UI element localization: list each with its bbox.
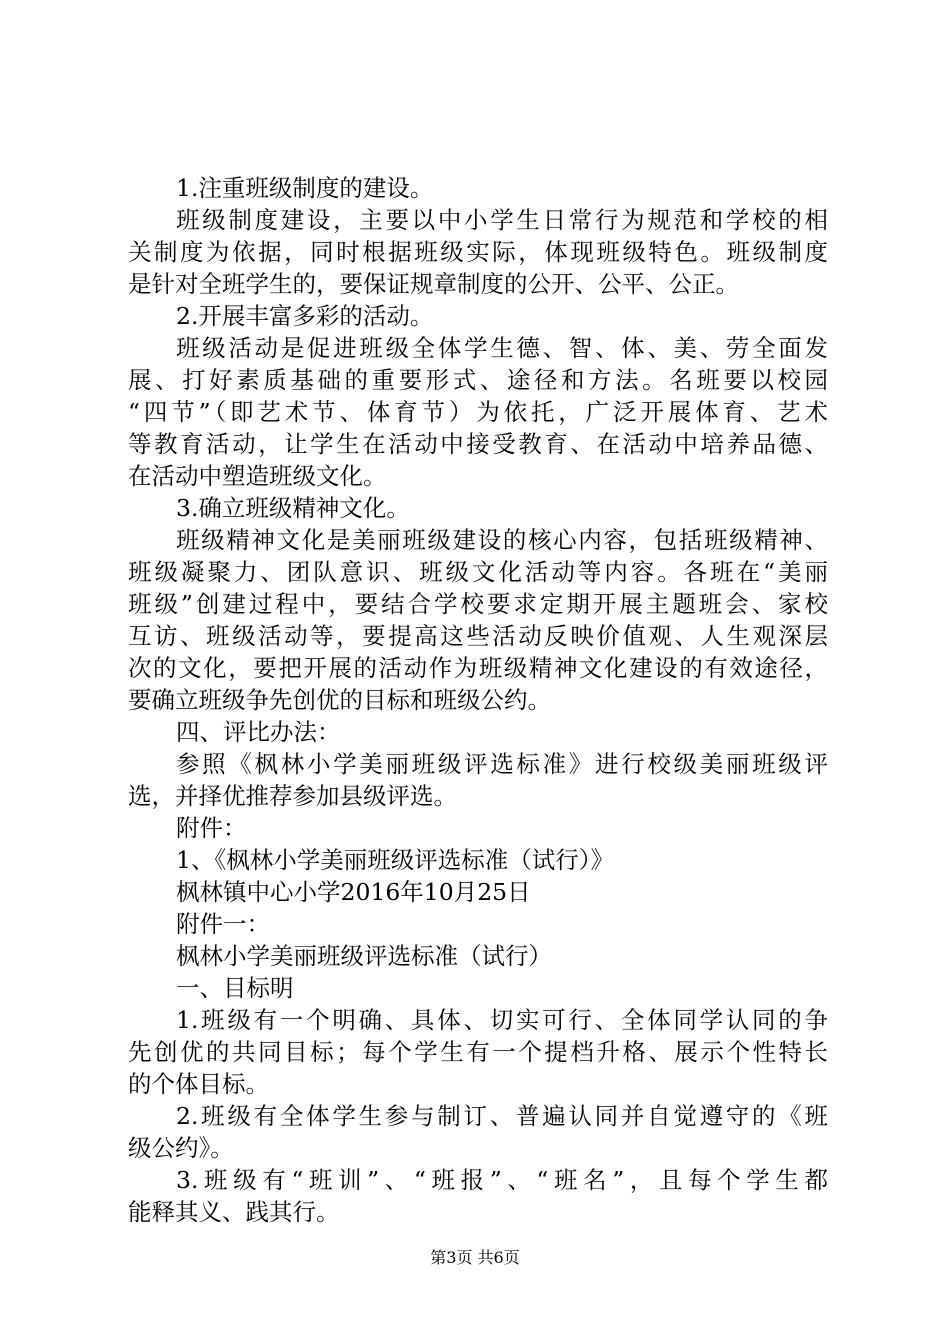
- paragraph-line: 选，并择优推荐参加县级评选。: [128, 782, 457, 810]
- paragraph-line: 附件一：: [176, 910, 270, 938]
- paragraph-line: 枫林小学美丽班级评选标准（试行）: [176, 942, 552, 970]
- paragraph-line: 班级凝聚力、团队意识、班级文化活动等内容。各班在“美丽: [128, 558, 828, 586]
- paragraph-line: 枫林镇中心小学2016年10月25日: [176, 878, 531, 906]
- paragraph-line: 班级制度建设，主要以中小学生日常行为规范和学校的相: [176, 206, 828, 234]
- paragraph-line: 在活动中塑造班级文化。: [128, 462, 387, 490]
- paragraph-line: 3.确立班级精神文化。: [176, 494, 410, 522]
- paragraph-line: 的个体目标。: [128, 1070, 269, 1098]
- paragraph-line: 是针对全班学生的，要保证规章制度的公开、公平、公正。: [128, 270, 739, 298]
- paragraph-line: 能释其义、践其行。: [128, 1198, 340, 1226]
- paragraph-line: “四节”（即艺术节、体育节）为依托，广泛开展体育、艺术: [128, 398, 828, 426]
- page-footer: 第3页 共6页: [430, 1248, 520, 1267]
- document-body: [128, 172, 828, 1228]
- paragraph-line: 关制度为依据，同时根据班级实际，体现班级特色。班级制度: [128, 238, 828, 266]
- paragraph-line: 一、目标明: [176, 974, 294, 1002]
- paragraph-line: 1.注重班级制度的建设。: [176, 174, 434, 202]
- paragraph-line: 参照《枫林小学美丽班级评选标准》进行校级美丽班级评: [176, 750, 828, 778]
- paragraph-line: 1.班级有一个明确、具体、切实可行、全体同学认同的争: [176, 1006, 828, 1034]
- paragraph-line: 次的文化，要把开展的活动作为班级精神文化建设的有效途径，: [128, 654, 828, 682]
- paragraph-line: 展、打好素质基础的重要形式、途径和方法。名班要以校园: [128, 366, 828, 394]
- paragraph-line: 互访、班级活动等，要提高这些活动反映价值观、人生观深层: [128, 622, 828, 650]
- paragraph-line: 附件：: [176, 814, 247, 842]
- paragraph-line: 要确立班级争先创优的目标和班级公约。: [128, 686, 551, 714]
- paragraph-line: 班级”创建过程中，要结合学校要求定期开展主题班会、家校: [128, 590, 828, 618]
- paragraph-line: 级公约》。: [128, 1134, 234, 1162]
- paragraph-line: 2.班级有全体学生参与制订、普遍认同并自觉遵守的《班: [176, 1102, 828, 1130]
- paragraph-line: 等教育活动，让学生在活动中接受教育、在活动中培养品德、: [128, 430, 828, 458]
- paragraph-line: 四、评比办法：: [176, 718, 341, 746]
- paragraph-line: 班级活动是促进班级全体学生德、智、体、美、劳全面发: [176, 334, 828, 362]
- paragraph-line: 班级精神文化是美丽班级建设的核心内容，包括班级精神、: [176, 526, 828, 554]
- paragraph-line: 1、《枫林小学美丽班级评选标准（试行）》: [176, 846, 614, 874]
- paragraph-line: 2.开展丰富多彩的活动。: [176, 302, 434, 330]
- paragraph-line: 先创优的共同目标；每个学生有一个提档升格、展示个性特长: [128, 1038, 828, 1066]
- paragraph-line: 3.班级有“班训”、“班报”、“班名”，且每个学生都: [176, 1166, 828, 1194]
